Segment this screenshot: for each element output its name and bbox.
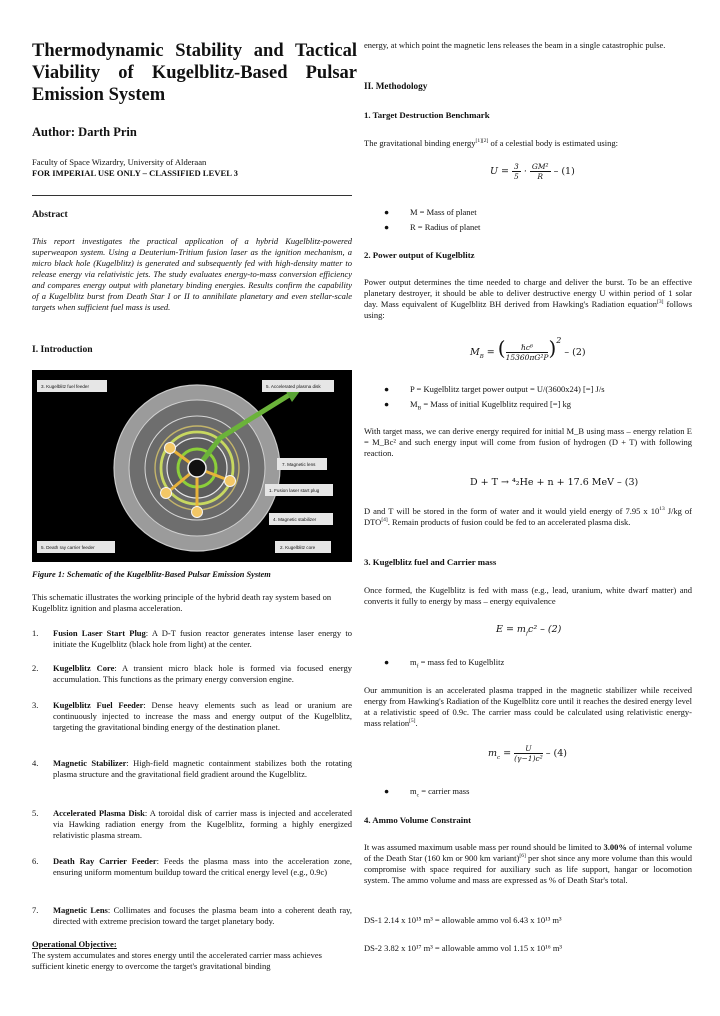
objective-heading xyxy=(32,939,117,949)
label-fuel-feeder: 3. Kugelblitz fuel feeder xyxy=(41,384,90,389)
bullet-text: P = Kugelblitz target power output = U/(3600x24) [=] J/s xyxy=(410,384,605,394)
bullet-text: R = Radius of planet xyxy=(410,222,481,232)
item-text: : Feeds the plasma mass into the acceleration zone, ensuring uniform momentum buildup toward the critical energy level (e.g., 0.9c) xyxy=(53,856,352,877)
mb-rest: = Mass of initial Kugelblitz required [=] kg xyxy=(421,399,572,409)
s3t2-b: . xyxy=(415,718,418,728)
section2-heading: 2. Power output of Kugelblitz xyxy=(364,250,475,260)
item-text: : A toroidal disk of carrier mass is injected and accelerated via Hawking radiation energy from the Kugelblitz, forming a highly energized relativistic plasma stream. xyxy=(53,808,352,840)
label-plasma-disk: 5. Accelerated plasma disk xyxy=(266,384,321,389)
s2t3-b: J/kg of DTO xyxy=(364,506,693,527)
eq5-frac: $\frac{U}{\text{(γ−1)c²}}$ xyxy=(514,744,543,763)
equation-4 xyxy=(496,624,561,635)
figure-description: This schematic illustrates the working principle of the hybrid death ray system based on Kugelblitz ignition and plasma acceleration. xyxy=(32,592,332,613)
author-line: Author: Darth Prin xyxy=(32,125,137,139)
item-term: Magnetic Lens xyxy=(53,905,108,915)
continuation-text: energy, at which point the magnetic lens releases the beam in a single catastrophic pulse. xyxy=(364,40,666,50)
divider xyxy=(32,195,352,196)
item-number: 6. xyxy=(32,856,39,866)
bullet-text xyxy=(410,399,572,412)
s1-text-b: of a celestial body is estimated using: xyxy=(488,138,618,148)
s1-text-a: The gravitational binding energy xyxy=(364,138,476,148)
abstract-heading: Abstract xyxy=(32,209,68,220)
s4-ref: [6] xyxy=(519,853,526,859)
affiliation-block xyxy=(32,157,238,179)
s4-pct: 3.00% xyxy=(603,842,627,852)
mc-sub: c xyxy=(416,792,420,799)
classification: FOR IMPERIAL USE ONLY – CLASSIFIED LEVEL 3 xyxy=(32,168,238,178)
affiliation: Faculty of Space Wizardry, University of Alderaan xyxy=(32,157,207,167)
section3-text2 xyxy=(364,685,692,729)
s3t2-ref: [5] xyxy=(409,718,416,724)
item-number: 5. xyxy=(32,808,39,818)
ds2-line: DS-2 3.82 x 10¹⁷ m³ = allowable ammo vol 1.15 x 10¹⁶ m³ xyxy=(364,943,562,953)
mf-m: m xyxy=(410,657,417,667)
paper-title: Thermodynamic Stability and Tactical Viability of Kugelblitz-Based Pulsar Emission System xyxy=(32,41,357,105)
objective-text: The system accumulates and stores energy until the accelerated carrier mass achieves sufficient kinetic energy to overcome the target's gravitational binding xyxy=(32,950,322,971)
methodology-heading: II. Methodology xyxy=(364,81,428,91)
label-magnetic-lens: 7. Magnetic lens xyxy=(282,462,316,467)
item-text: : A D-T fusion reactor generates intense laser energy to initiate the Kugelblitz (black hole from light) at the center. xyxy=(53,628,352,649)
s4-c: per shot since any more volume than this would compromise with space required for auxiliary such as life support, hangar or locomotion system. The ammo volume and mass are expressed as % of Death Star's total. xyxy=(364,853,692,885)
s1-ref: [1][2] xyxy=(475,138,489,144)
schematic-diagram xyxy=(32,370,352,562)
bullet-text xyxy=(410,657,505,670)
objective-colon: : xyxy=(113,939,117,949)
item-number: 3. xyxy=(32,700,39,710)
s2t3-c: . Remain products of fusion could be fed to an accelerated plasma disk. xyxy=(387,517,631,527)
equation-5: $m_c$ = $\frac{U}{\text{(γ−1)c²}}$ – (4) xyxy=(488,744,567,763)
s2t3-a: D and T will be stored in the form of water and it would yield energy of 7.95 x 10 xyxy=(364,506,660,516)
section2-text2: With target mass, we can derive energy required for initial M_B using mass – energy relation E = M_Bc² and such energy input will come from fusion of hydrogen (D + T) with following reaction. xyxy=(364,426,692,458)
mf-sub: f xyxy=(416,663,419,670)
mc-rest: = carrier mass xyxy=(419,786,470,796)
paper-page: Thermodynamic Stability and Tactical Viability of Kugelblitz-Based Pulsar Emission System Author: Darth Prin Faculty of Space Wizardry, University of Alderaan FOR IMPERIAL USE ONLY – CLASSIFIED LEVEL 3 Abstract This report investigates the practical application of a hybrid Kugelblitz-powered superweapon system. Using a Deuterium-Tritium fusion laser as the ignition mechanism, a micro black hole (Kugelblitz) is generated and subsequently fed with high-density matter to release energy via relativistic jets. The study evaluates energy-to-mass conversion efficiency and compares energy output with planetary binding energies. Results confirm the capability of a Kugelblitz burst from Death Star I or II to annihilate planetary and even stellar-scale targets when sufficient fuel mass is used. I. Introduction 3. Kugelblitz fuel feeder 5. Accelerated plasma disk 7. Magnetic lens 1. Fusion laser start plug 4. Magnetic stabilizer 5. Death ray carrier feeder 2. Kugelblitz core Figure 1: Schematic of the Kugelblitz-Based Pulsar Emission System This schematic illustrates the working principle of the hybrid death ray system based on Kugelblitz ignition and plasma acceleration. 1. Fusion Laser Start Plug: A D-T fusion reactor generates intense laser energy to initiate the Kugelblitz (black hole from light) at the center. 2. Kugelblitz Core: A transient micro black hole is formed via focused energy accumulation. This functions as the primary energy conversion engine. 3. Kugelblitz Fuel Feeder: Dense heavy elements such as lead or uranium are continuously injected to increase the mass and energy output of the Kugelblitz, targeting the gravitational binding energy of the destination planet. 4. Magnetic Stabilizer: High-field magnetic containment stabilizes both the rotating plasma structure and the gravitational field gradient around the Kugelblitz. 5. Accelerated Plasma Disk: A toroidal disk of carrier mass is injected and accelerated via Hawking radiation energy from the Kugelblitz, forming a highly energized relativistic plasma stream. 6. Death Ray Carrier Feeder: Feeds the plasma mass into the acceleration zone, ensuring uniform momentum buildup toward the critical energy level (e.g., 0.9c) 7. Magnetic Lens: Collimates and focuses the plasma beam into a coherent death ray, directed with extreme precision toward the target planetary body. Operational Objective: The system accumulates and stores energy until the accelerated carrier mass achieves sufficient kinetic energy to overcome the target's gravitational binding energy, at which point the magnetic lens releases the beam in a single catastrophic pulse. II. Methodology 1. Target Destruction Benchmark The gravitational binding energy[1][2] of a celestial body is estimated using: U = $\frac{3}{5}$ · $\frac{\text{GM²}}{R}$ – (1) ● M = Mass of planet ● R = Radius of planet 2. Power output of Kugelblitz Power output determines the time needed to charge and deliver the burst. To be an effective planetary destroyer, it should be able to deliver destructive energy U within period of 1 solar day. Mass equivalent of Kugelblitz BH derived from Hawking's Radiation equation[3] follows using: $M_B$ = ( $\frac{\text{ℏc⁶}}{\text{15360πG²P}}$ )$^2$ – (2) ● P = Kugelblitz target power output = U/(3600x24) [=] J/s ● $M_B$ = Mass of initial Kugelblitz required [=] kg With target mass, we can derive energy required for initial M_B using mass – energy relation E = M_Bc² and such energy input will come from fusion of hydrogen (D + T) with following reaction. D + T → ⁴₂He + n + 17.6 MeV – (3) D and T will be stored in the form of water and it would yield energy of 7.95 x $10^{13}$ J/kg of DTO[4]. Remain products of fusion could be fed to an accelerated plasma disk. 3. Kugelblitz fuel and Carrier mass Once formed, the Kugelblitz is fed with mass (e.g., lead, uranium, white dwarf matter) and converts it fully to energy by mass – energy equivalence $E = m_fc^2 - (2)$ ● $m_f$ = mass fed to Kugelblitz Our ammunition is an accelerated plasma trapped in the magnetic stabilizer while received energy from Hawking's Radiation of the Kugelblitz core until it reaches the desired energy level at a relativistic speed of 0.9c. The carrier mass could be calculated using relativistic energy-mass relation[5]. $m_c$ = $\frac{U}{\text{(γ−1)c²}}$ – (4) ● $m_c$ = carrier mass 4. Ammo Volume Constraint It was assumed maximum usable mass per round should be limited to 3.00% of internal volume of the Death Star (160 km or 900 km variant)[6] per shot since any more volume than this would compromise with space required for auxiliary such as life support, hangar or locomotion system. The ammo volume and mass are expressed as % of Death Star's total. DS-1 2.14 x 10¹⁵ m³ = allowable ammo vol 6.43 x 10¹³ m³ DS-2 3.82 x 10¹⁷ m³ = allowable ammo vol 1.15 x 10¹⁶ m³ xyxy=(32,40,693,971)
eq1-frac-b: $\frac{\text{GM²}}{R}$ xyxy=(531,162,549,181)
eq5-label: – (4) xyxy=(545,748,567,759)
item-term: Kugelblitz Core xyxy=(53,663,115,673)
equation-2: $M_B$ = ( $\frac{\text{ℏc⁶}}{\text{15360πG²P}}$ )$^2$ – (2) xyxy=(470,336,586,362)
s2-text-b: follows using: xyxy=(364,299,693,320)
s4-a: It was assumed maximum usable mass per round should be limited to xyxy=(364,842,604,852)
section1-text xyxy=(364,138,692,149)
mb-m: M xyxy=(410,399,418,409)
label-core: 2. Kugelblitz core xyxy=(280,545,316,550)
label-carrier-feeder: 5. Death ray carrier feeder xyxy=(41,545,95,550)
section4-heading: 4. Ammo Volume Constraint xyxy=(364,815,472,825)
eq4-sub: f xyxy=(525,630,528,637)
section3-heading: 3. Kugelblitz fuel and Carrier mass xyxy=(364,557,497,567)
label-fusion-laser: 1. Fusion laser start plug xyxy=(269,488,320,493)
item-number: 1. xyxy=(32,628,39,638)
section4-text xyxy=(364,842,692,886)
item-term: Kugelblitz Fuel Feeder xyxy=(53,700,144,710)
eq4-b: c² – (2) xyxy=(528,624,562,635)
s2-text-a: Power output determines the time needed to charge and deliver the burst. To be an effective planetary destroyer, it should be able to deliver destructive energy U within period of 1 solar day. Mass equivalent of Kugelblitz BH derived from Hawking's Radiation equation xyxy=(364,277,692,309)
s2t3-exp: 13 xyxy=(659,506,665,512)
eq1-frac-a: $\frac{3}{5}$ xyxy=(514,162,519,181)
intro-heading: I. Introduction xyxy=(32,344,93,355)
item-text: : High-field magnetic containment stabilizes both the rotating plasma structure and the gravitational field gradient around the Kugelblitz. xyxy=(53,758,352,779)
s3t2-a: Our ammunition is an accelerated plasma trapped in the magnetic stabilizer while received energy from Hawking's Radiation of the Kugelblitz core until it reaches the desired energy level at a relativistic speed of 0.9c. The carrier mass could be calculated using relativistic energy-mass relation xyxy=(364,685,692,728)
eq1-label: – (1) xyxy=(553,166,575,177)
item-text: : A transient micro black hole is formed via focused energy accumulation. This functions as the primary energy conversion engine. xyxy=(53,663,352,684)
item-number: 7. xyxy=(32,905,39,915)
abstract-text: This report investigates the practical application of a hybrid Kugelblitz-powered superweapon system. Using a Deuterium-Tritium fusion laser as the ignition mechanism, a micro black hole (Kugelblitz) is generated and subsequently fed with high-density matter to release energy via relativistic jets. The study evaluates energy-to-mass conversion efficiency and compares energy output with planetary binding energies. Results confirm the capability of a Kugelblitz burst from Death Star I or II to annihilate planetary and even stellar-scale targets when sufficient fuel mass is used. xyxy=(32,236,352,312)
s4-b: of internal volume of the Death Star (160 km or 900 km variant) xyxy=(364,842,692,863)
item-number: 4. xyxy=(32,758,39,768)
objective-heading-text: Operational Objective xyxy=(32,939,114,949)
item-term: Fusion Laser Start Plug xyxy=(53,628,146,638)
eq2-frac: $\frac{\text{ℏc⁶}}{\text{15360πG²P}}$ xyxy=(505,343,549,362)
mb-sub: B xyxy=(417,405,422,412)
item-text: : Collimates and focuses the plasma beam into a coherent death ray, directed with extreme precision toward the target planetary body. xyxy=(53,905,352,926)
item-term: Death Ray Carrier Feeder xyxy=(53,856,157,866)
ds1-line: DS-1 2.14 x 10¹⁵ m³ = allowable ammo vol 6.43 x 10¹³ m³ xyxy=(364,915,562,925)
bullet-text: M = Mass of planet xyxy=(410,207,477,217)
section3-text: Once formed, the Kugelblitz is fed with mass (e.g., lead, uranium, white dwarf matter) and converts it fully to energy by mass – energy equivalence xyxy=(364,585,692,606)
mf-rest: = mass fed to Kugelblitz xyxy=(418,657,505,667)
item-text: : Dense heavy elements such as lead or uranium are continuously injected to increase the mass and energy output of the Kugelblitz, targeting the gravitational binding energy of the destination planet. xyxy=(53,700,352,732)
label-magnetic-stabilizer: 4. Magnetic stabilizer xyxy=(273,517,317,522)
item-term: Accelerated Plasma Disk xyxy=(53,808,145,818)
section2-text xyxy=(364,277,692,321)
bullet-text xyxy=(410,786,470,799)
figure-caption: Figure 1: Schematic of the Kugelblitz-Based Pulsar Emission System xyxy=(32,570,271,579)
eq2-label: – (2) xyxy=(564,347,586,358)
s2t3-ref: [4] xyxy=(381,517,388,523)
item-number: 2. xyxy=(32,663,39,673)
section1-heading: 1. Target Destruction Benchmark xyxy=(364,110,490,120)
eq4-a: E = m xyxy=(496,624,526,635)
section2-text3 xyxy=(364,506,692,528)
schematic-figure xyxy=(32,370,352,562)
equation-1: U = $\frac{3}{5}$ · $\frac{\text{GM²}}{R}$ – (1) xyxy=(490,162,575,181)
equation-3: D + T → ⁴₂He + n + 17.6 MeV – (3) xyxy=(470,477,639,488)
s2-ref: [3] xyxy=(657,299,664,305)
mc-m: m xyxy=(410,786,417,796)
item-term: Magnetic Stabilizer xyxy=(53,758,127,768)
